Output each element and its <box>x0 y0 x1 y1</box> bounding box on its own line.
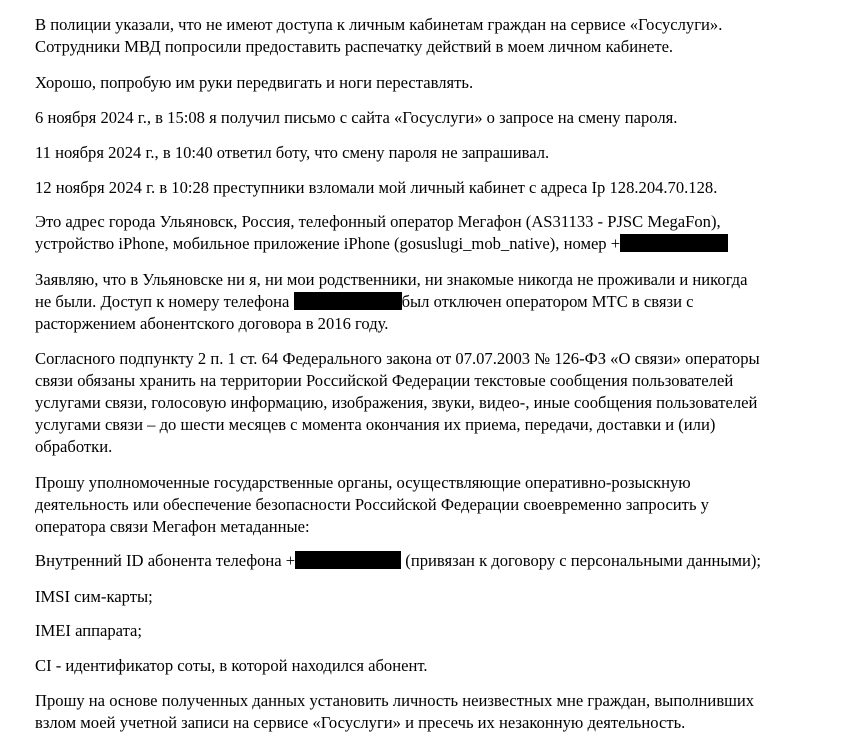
paragraph-subscriber-id <box>35 550 835 572</box>
text-line: деятельность или обеспечение безопасности Российской Федерации своевременно запросить у <box>35 495 709 514</box>
paragraph-imsi <box>35 586 835 608</box>
text-line <box>35 550 835 572</box>
text-line: IMSI сим-карты; <box>35 587 153 606</box>
text-line: Хорошо, попробую им руки передвигать и ноги переставлять. <box>35 73 474 92</box>
text-line: оператора связи Мегафон метаданные: <box>35 517 310 536</box>
text-line: обработки. <box>35 437 113 456</box>
text-segment: (привязан к договору с персональными данными); <box>401 551 762 570</box>
text-segment: не были. Доступ к номеру телефона <box>35 292 294 311</box>
paragraph-statement <box>35 269 835 335</box>
text-line: услугами связи, голосовую информацию, изображения, звуки, видео-, иные сообщения пользователей <box>35 393 758 412</box>
paragraph-sarcasm <box>35 72 835 94</box>
text-line: В полиции указали, что не имеют доступа к личным кабинетам граждан на сервисе «Госуслуги». <box>35 15 723 34</box>
paragraph-law-citation <box>35 348 835 458</box>
text-segment: был отключен оператором МТС в связи с <box>401 292 694 311</box>
text-line: Согласного подпункту 2 п. 1 ст. 64 Федерального закона от 07.07.2003 № 126-ФЗ «О связи» операторы <box>35 349 760 368</box>
paragraph-ci <box>35 655 835 677</box>
text-line: 11 ноября 2024 г., в 10:40 ответил боту, что смену пароля не запрашивал. <box>35 143 550 162</box>
text-segment: устройство iPhone, мобильное приложение iPhone (gosuslugi_mob_native), номер + <box>35 234 621 253</box>
redacted-phone-number <box>295 551 401 569</box>
paragraph-imei <box>35 620 835 642</box>
text-segment: Внутренний ID абонента телефона + <box>35 551 296 570</box>
text-line: 12 ноября 2024 г. в 10:28 преступники взломали мой личный кабинет с адреса Ip 128.204.70.128. <box>35 178 718 197</box>
paragraph-request <box>35 472 835 538</box>
paragraph-nov12 <box>35 177 835 199</box>
text-line <box>35 233 835 255</box>
text-line: CI - идентификатор соты, в которой находился абонент. <box>35 656 428 675</box>
text-line: взлом моей учетной записи на сервисе «Госуслуги» и пресечь их незаконную деятельность. <box>35 713 686 732</box>
text-line: расторжением абонентского договора в 2016 году. <box>35 314 389 333</box>
paragraph-nov11 <box>35 142 835 164</box>
text-line: услугами связи – до шести месяцев с момента окончания их приема, передачи, доставки и (или) <box>35 415 716 434</box>
text-line <box>35 291 835 313</box>
paragraph-ip-details <box>35 211 835 255</box>
text-line: Прошу уполномоченные государственные органы, осуществляющие оперативно-розыскную <box>35 473 691 492</box>
text-line: Прошу на основе полученных данных установить личность неизвестных мне граждан, выполнивших <box>35 691 755 710</box>
text-line: связи обязаны хранить на территории Российской Федерации текстовые сообщения пользователей <box>35 371 734 390</box>
text-line: IMEI аппарата; <box>35 621 143 640</box>
text-line: Это адрес города Ульяновск, Россия, телефонный оператор Мегафон (AS31133 - PJSC MegaFon), <box>35 212 721 231</box>
text-line: Заявляю, что в Ульяновске ни я, ни мои родственники, ни знакомые никогда не проживали и никогда <box>35 270 748 289</box>
text-line: Сотрудники МВД попросили предоставить распечатку действий в моем личном кабинете. <box>35 37 674 56</box>
text-line: 6 ноября 2024 г., в 15:08 я получил письмо с сайта «Госуслуги» о запросе на смену пароля. <box>35 108 678 127</box>
paragraph-final-request <box>35 690 835 734</box>
paragraph-nov6 <box>35 107 835 129</box>
paragraph-police-access <box>35 14 835 58</box>
redacted-phone-number <box>620 234 728 252</box>
redacted-phone-number <box>294 292 402 310</box>
